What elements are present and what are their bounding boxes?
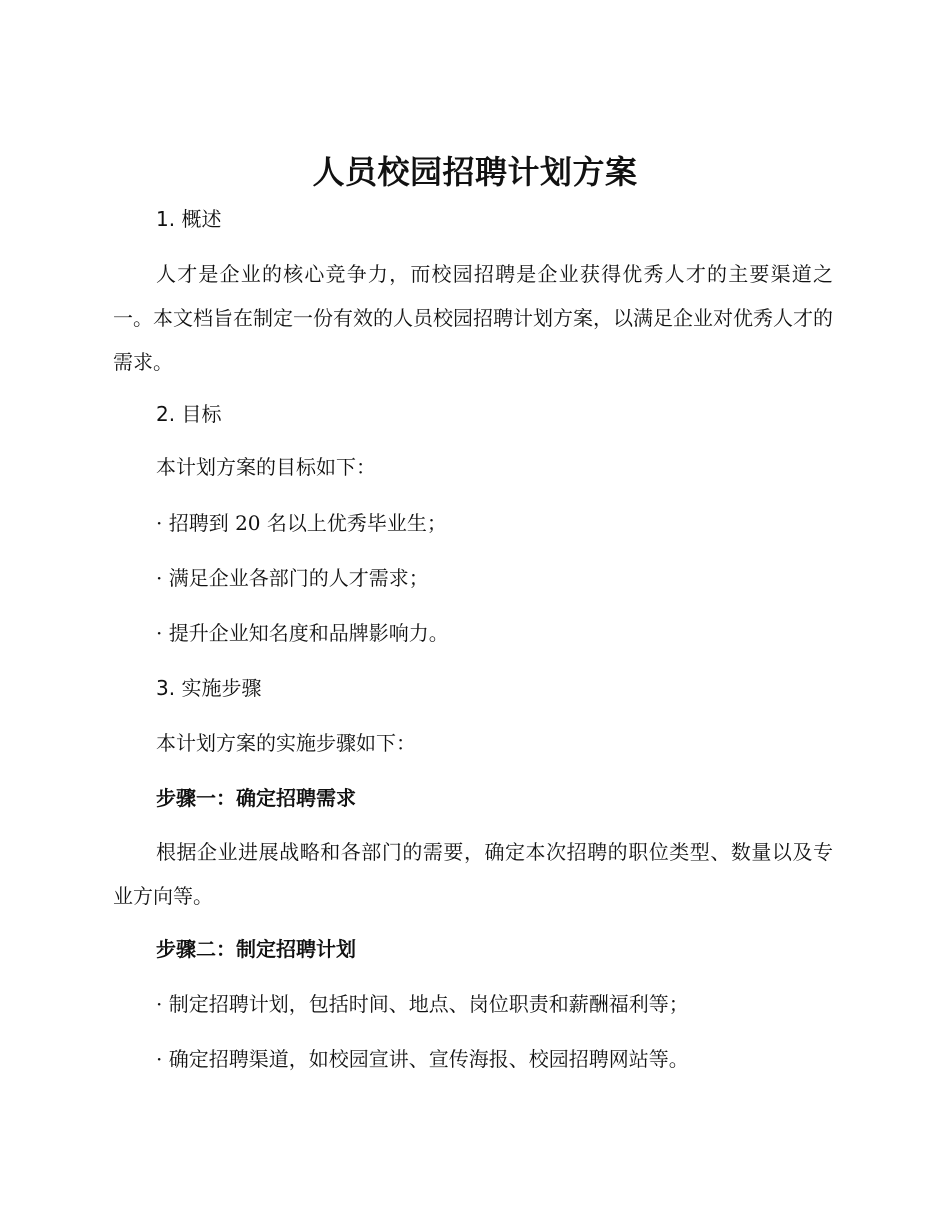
step1-paragraph: 根据企业进展战略和各部门的需要，确定本次招聘的职位类型、数量以及专业方向等。 xyxy=(113,840,833,908)
step2-heading: 步骤二：制定招聘计划 xyxy=(156,937,356,961)
overview-paragraph: 人才是企业的核心竞争力，而校园招聘是企业获得优秀人才的主要渠道之一。本文档旨在制定一份有效的人员校园招聘计划方案，以满足企业对优秀人才的需求。 xyxy=(113,262,833,374)
section-heading-overview: 1. 概述 xyxy=(156,207,222,231)
goal-item-2: · 满足企业各部门的人才需求； xyxy=(156,566,429,590)
document-title: 人员校园招聘计划方案 xyxy=(312,153,638,191)
goal-item-3: · 提升企业知名度和品牌影响力。 xyxy=(156,621,449,645)
step1-heading: 步骤一：确定招聘需求 xyxy=(156,786,356,810)
step2-item-2: · 确定招聘渠道，如校园宣讲、宣传海报、校园招聘网站等。 xyxy=(156,1047,689,1071)
step2-item-1: · 制定招聘计划，包括时间、地点、岗位职责和薪酬福利等； xyxy=(156,992,689,1016)
section-heading-goals: 2. 目标 xyxy=(156,402,222,426)
goal-item-1: · 招聘到 20 名以上优秀毕业生； xyxy=(156,511,447,535)
goals-intro: 本计划方案的目标如下： xyxy=(156,455,376,479)
steps-intro: 本计划方案的实施步骤如下： xyxy=(156,731,416,755)
section-heading-steps: 3. 实施步骤 xyxy=(156,676,262,700)
